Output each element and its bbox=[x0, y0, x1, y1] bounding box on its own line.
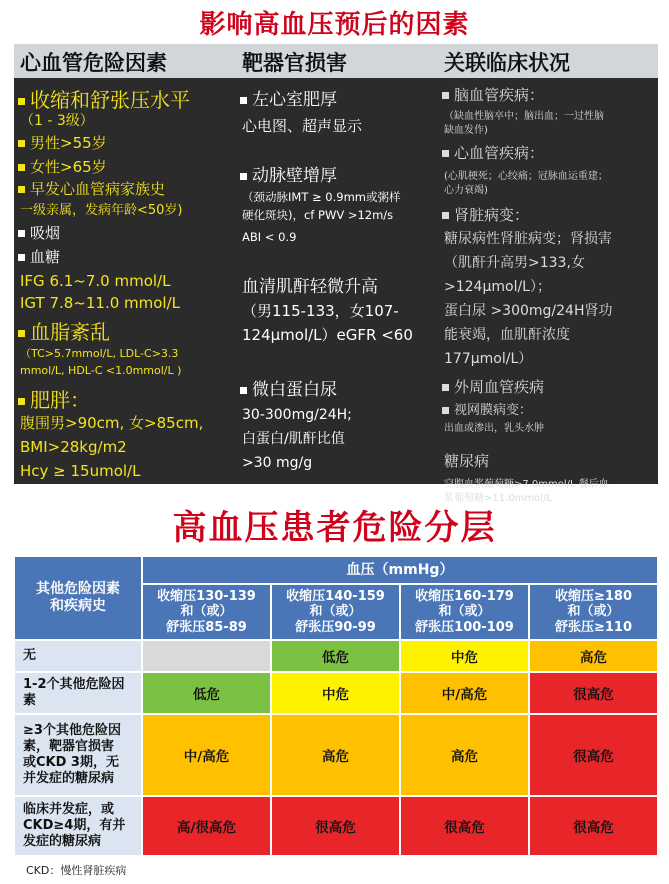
col3-line bbox=[444, 280, 551, 294]
col1-line-text: IGT 7.8~11.0 mmol/L bbox=[20, 294, 181, 312]
col3-line-text: 浆葡萄糖>11.0mmol/L bbox=[444, 493, 552, 504]
col3-line bbox=[444, 186, 488, 196]
bullet-square-icon bbox=[18, 98, 25, 105]
col3-line bbox=[444, 112, 604, 122]
col2-line-text: 血清肌酐轻微升高 bbox=[242, 277, 378, 297]
col3-line-text: 视网膜病变： bbox=[454, 403, 533, 418]
col1-line-text: 血糖 bbox=[30, 248, 61, 266]
col3-line-text: 心血管疾病： bbox=[454, 144, 545, 162]
bp-column-3-text: 收缩压160-179 和（或） 舒张压100-109 bbox=[415, 588, 514, 635]
col3-line bbox=[442, 404, 532, 417]
col1-line bbox=[20, 296, 180, 311]
col1-line-text: 腹围男>90cm, 女>85cm, bbox=[20, 414, 204, 432]
col2-line bbox=[242, 328, 413, 343]
col3-line bbox=[444, 328, 570, 342]
col1-line bbox=[20, 348, 178, 359]
col2-line bbox=[242, 232, 296, 244]
col3-line-text: 外周血管疾病 bbox=[454, 378, 545, 396]
title-prognosis-factors: 影响高血压预后的因素 bbox=[199, 10, 470, 40]
col3-line-text: 蛋白尿 >300mg/24H肾功 bbox=[444, 303, 613, 319]
risk-level-cell-text: 中/高危 bbox=[183, 749, 230, 765]
col3-line bbox=[442, 380, 544, 395]
risk-level-cell bbox=[142, 714, 271, 796]
col2-line bbox=[242, 408, 352, 422]
col1-line bbox=[20, 114, 94, 128]
bullet-square-icon bbox=[18, 398, 25, 405]
header-target-organ-damage: 靶器官损害 bbox=[242, 51, 347, 75]
col1-line-text: mmol/L, HDL-C <1.0mmol/L ) bbox=[20, 364, 182, 377]
bp-header bbox=[142, 556, 658, 584]
risk-level-cell-text: 高危 bbox=[451, 749, 478, 765]
col1-line-text: （TC>5.7mmol/L, LDL-C>3.3 bbox=[20, 347, 179, 360]
bp-column-2 bbox=[271, 584, 400, 640]
risk-level-cell-text: 中危 bbox=[322, 687, 349, 703]
col2-line bbox=[242, 279, 378, 296]
col1-line-text: 一级亲属，发病年龄<50岁) bbox=[20, 203, 183, 218]
risk-level-cell bbox=[271, 796, 400, 856]
col1-line-text: 肥胖： bbox=[30, 388, 90, 412]
risk-level-cell-text: 低危 bbox=[193, 687, 220, 703]
risk-row-label bbox=[14, 796, 142, 856]
risk-level-cell-text: 高危 bbox=[322, 749, 349, 765]
col3-line-text: 肾脏病变： bbox=[454, 206, 530, 224]
risk-level-cell bbox=[400, 714, 529, 796]
col1-line-text: 早发心血管病家族史 bbox=[30, 180, 166, 198]
risk-level-cell-text: 高/很高危 bbox=[177, 820, 236, 836]
col3-line bbox=[444, 424, 544, 434]
col3-line-text: 能衰竭，血肌酐浓度 bbox=[444, 327, 570, 343]
risk-level-cell-text: 低危 bbox=[322, 650, 349, 666]
risk-row-label-text: 临床并发症，或 CKD≥4期，有并 发症的糖尿病 bbox=[23, 801, 126, 850]
risk-level-cell bbox=[142, 796, 271, 856]
risk-level-cell bbox=[271, 714, 400, 796]
col3-line-text: 糖尿病 bbox=[444, 452, 490, 470]
col2-line-text: 30-300mg/24H; bbox=[242, 407, 352, 423]
bullet-square-icon bbox=[442, 92, 449, 99]
col3-line bbox=[444, 172, 608, 182]
col3-line bbox=[442, 88, 544, 103]
bullet-square-icon bbox=[240, 97, 247, 104]
bp-column-1 bbox=[142, 584, 271, 640]
col1-line-text: 吸烟 bbox=[30, 224, 61, 242]
risk-level-cell-text: 很高危 bbox=[315, 820, 356, 836]
col1-line bbox=[20, 204, 183, 217]
col3-line-text: （缺血性脑卒中；脑出血；一过性脑 bbox=[444, 111, 604, 122]
col1-line bbox=[18, 322, 110, 342]
col2-line bbox=[240, 382, 337, 399]
col2-line bbox=[242, 192, 400, 204]
col1-line bbox=[18, 182, 165, 197]
col3-line-text: 糖尿病性肾脏病变；肾损害 bbox=[444, 231, 612, 247]
col3-line bbox=[444, 480, 609, 490]
risk-level-cell bbox=[142, 640, 271, 672]
risk-row-label bbox=[14, 640, 142, 672]
bp-column-4 bbox=[529, 584, 658, 640]
risk-level-cell bbox=[529, 714, 658, 796]
col1-line bbox=[20, 464, 140, 479]
footnote-ckd: CKD：慢性肾脏疾病 bbox=[26, 864, 127, 877]
row-header-title bbox=[14, 556, 142, 640]
col2-line bbox=[242, 304, 399, 319]
col2-line bbox=[240, 92, 337, 109]
col3-line bbox=[442, 146, 544, 161]
title-risk-stratification: 高血压患者危险分层 bbox=[172, 508, 497, 548]
risk-row-label bbox=[14, 672, 142, 714]
risk-row-label bbox=[14, 714, 142, 796]
col1-line bbox=[20, 274, 170, 289]
col3-line bbox=[444, 256, 585, 270]
risk-level-cell bbox=[271, 672, 400, 714]
col2-line-text: 微白蛋白尿 bbox=[252, 380, 337, 400]
bullet-square-icon bbox=[240, 173, 247, 180]
col1-line bbox=[20, 440, 127, 455]
bp-column-3 bbox=[400, 584, 529, 640]
bp-column-1-text: 收缩压130-139 和（或） 舒张压85-89 bbox=[157, 588, 256, 635]
col1-line-text: 女性>65岁 bbox=[30, 158, 107, 176]
bp-header-text: 血压（mmHg） bbox=[346, 561, 454, 578]
col1-line bbox=[18, 90, 190, 110]
col2-line bbox=[242, 456, 312, 470]
col1-line-text: Hcy ≥ 15umol/L bbox=[20, 462, 141, 480]
col2-line-text: 硬化斑块)，cf PWV >12m/s bbox=[242, 208, 394, 222]
risk-level-cell-text: 中/高危 bbox=[441, 687, 488, 703]
risk-row-label-text: ≥3个其他危险因 素，靶器官损害 或CKD 3期，无 并发症的糖尿病 bbox=[23, 722, 121, 787]
col2-line bbox=[242, 119, 362, 134]
col3-line-text: 出血或渗出，乳头水肿 bbox=[444, 423, 544, 434]
risk-stratification-table bbox=[14, 556, 658, 856]
risk-level-cell bbox=[142, 672, 271, 714]
bullet-square-icon bbox=[18, 140, 25, 147]
risk-level-cell bbox=[271, 640, 400, 672]
col1-line-text: 男性>55岁 bbox=[30, 134, 107, 152]
row-header-title-text: 其他危险因素 和疾病史 bbox=[36, 581, 120, 614]
col2-line-text: 动脉壁增厚 bbox=[252, 166, 337, 186]
col2-line-text: 心电图、超声显示 bbox=[242, 117, 363, 135]
prognosis-factors-panel bbox=[14, 44, 658, 504]
panel-header-row bbox=[14, 44, 658, 78]
col1-line-text: 收缩和舒张压水平 bbox=[30, 88, 190, 112]
col3-line bbox=[444, 352, 532, 366]
risk-level-cell-text: 高危 bbox=[580, 650, 607, 666]
col3-line bbox=[442, 208, 529, 223]
header-cv-risk-factors: 心血管危险因素 bbox=[20, 51, 167, 75]
col3-line-text: 脑血管疾病： bbox=[454, 86, 545, 104]
col3-line-text: 心力衰竭) bbox=[444, 185, 488, 196]
bullet-square-icon bbox=[442, 150, 449, 157]
col3-line bbox=[444, 454, 489, 469]
bullet-square-icon bbox=[18, 330, 25, 337]
col2-line-text: 白蛋白/肌酐比值 bbox=[242, 431, 345, 447]
col3-line-text: 177μmol/L） bbox=[444, 351, 533, 367]
col3-line-text: (心肌梗死；心绞痛；冠脉血运重建； bbox=[444, 171, 608, 182]
risk-level-cell bbox=[529, 796, 658, 856]
col1-line-text: BMI>28kg/m2 bbox=[20, 438, 127, 456]
bp-column-4-text: 收缩压≥180 和（或） 舒张压≥110 bbox=[554, 588, 633, 635]
col2-line-text: ABI < 0.9 bbox=[242, 230, 297, 244]
col1-line bbox=[18, 136, 107, 151]
risk-row-label-text: 无 bbox=[23, 647, 37, 663]
risk-level-cell bbox=[400, 640, 529, 672]
col2-line bbox=[240, 168, 337, 185]
risk-level-cell-text: 中危 bbox=[451, 650, 478, 666]
col3-line bbox=[444, 304, 613, 318]
col3-line-text: （肌酐升高男>133,女 bbox=[444, 255, 585, 271]
risk-level-cell bbox=[529, 640, 658, 672]
bp-column-2-text: 收缩压140-159 和（或） 舒张压90-99 bbox=[286, 588, 385, 635]
risk-level-cell-text: 很高危 bbox=[573, 820, 614, 836]
col1-line bbox=[18, 160, 107, 175]
bullet-square-icon bbox=[442, 407, 449, 414]
col1-line bbox=[20, 365, 181, 376]
risk-level-cell bbox=[529, 672, 658, 714]
header-clinical-conditions: 关联临床状况 bbox=[444, 51, 570, 75]
col2-line-text: 左心室肥厚 bbox=[252, 90, 337, 110]
col2-line bbox=[242, 210, 393, 222]
col1-line-text: IFG 6.1~7.0 mmol/L bbox=[20, 272, 171, 290]
col2-line-text: >30 mg/g bbox=[242, 455, 313, 471]
risk-level-cell bbox=[400, 796, 529, 856]
col1-line-text: 血脂紊乱 bbox=[30, 320, 110, 344]
col3-line-text: 空腹血浆葡萄糖>7.0mmol/L 餐后血 bbox=[444, 479, 609, 490]
risk-row-label-text: 1-2个其他危险因 素 bbox=[23, 676, 125, 708]
risk-level-cell-text: 很高危 bbox=[573, 749, 614, 765]
col1-line bbox=[20, 416, 203, 431]
risk-level-cell-text: 很高危 bbox=[573, 687, 614, 703]
bullet-square-icon bbox=[18, 254, 25, 261]
col1-line bbox=[18, 226, 60, 241]
col1-line-text: （1 - 3级） bbox=[20, 113, 94, 129]
col2-line-text: （男115-133，女107- bbox=[242, 302, 399, 320]
bullet-square-icon bbox=[18, 164, 25, 171]
col3-line-text: >124μmol/L）； bbox=[444, 279, 551, 295]
col1-line bbox=[18, 390, 90, 410]
risk-level-cell bbox=[400, 672, 529, 714]
bullet-square-icon bbox=[18, 186, 25, 193]
col3-line bbox=[444, 126, 488, 136]
col3-line-text: 缺血发作) bbox=[444, 125, 488, 136]
col2-line-text: 124μmol/L）eGFR <60 bbox=[242, 326, 413, 344]
bullet-square-icon bbox=[18, 230, 25, 237]
bullet-square-icon bbox=[240, 387, 247, 394]
col2-line bbox=[242, 432, 345, 446]
bullet-square-icon bbox=[442, 212, 449, 219]
col1-line bbox=[18, 250, 60, 265]
col2-line-text: （颈动脉IMT ≥ 0.9mm或粥样 bbox=[242, 190, 401, 204]
col3-line bbox=[444, 232, 612, 246]
bullet-square-icon bbox=[442, 384, 449, 391]
risk-level-cell-text: 很高危 bbox=[444, 820, 485, 836]
